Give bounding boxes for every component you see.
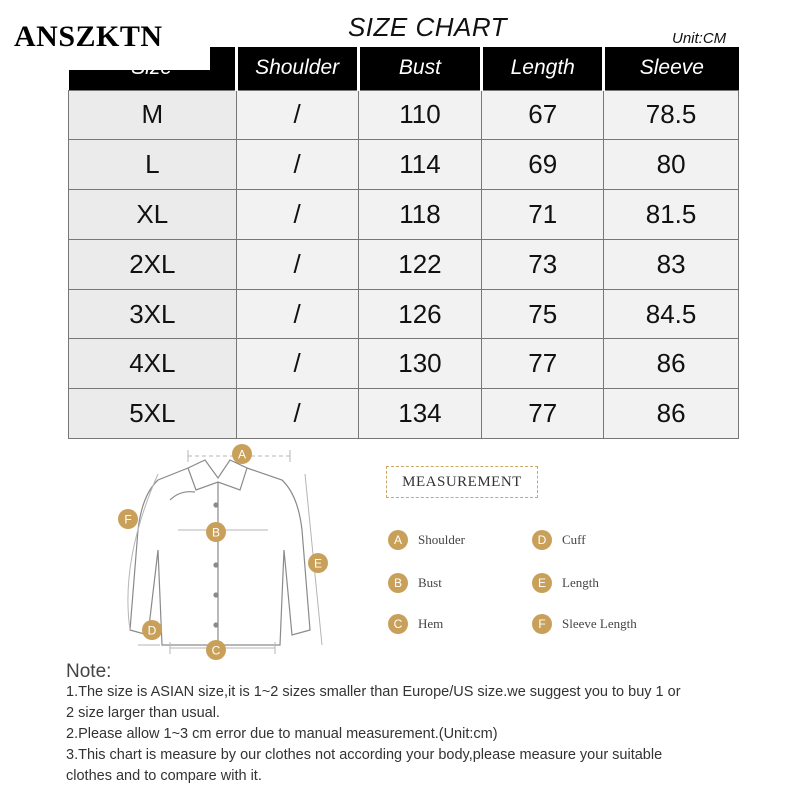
length-cell: 77 bbox=[482, 389, 604, 439]
bust-cell: 122 bbox=[358, 239, 482, 289]
legend-label: Bust bbox=[418, 575, 442, 590]
sleeve-cell: 80 bbox=[604, 140, 739, 190]
size-cell: M bbox=[69, 90, 237, 140]
svg-text:E: E bbox=[313, 556, 323, 571]
legend-item-bust bbox=[388, 573, 442, 593]
length-cell: 67 bbox=[482, 90, 604, 140]
size-cell: 5XL bbox=[69, 389, 237, 439]
legend-item-hem bbox=[388, 614, 443, 634]
legend-item-sleeve-length bbox=[532, 614, 637, 634]
svg-text:B: B bbox=[211, 525, 221, 540]
table-row bbox=[69, 339, 739, 389]
table-row bbox=[69, 289, 739, 339]
length-cell: 73 bbox=[482, 239, 604, 289]
badge-d: D bbox=[532, 530, 552, 550]
length-cell: 75 bbox=[482, 289, 604, 339]
note-line-2: 2.Please allow 1~3 cm error due to manual measurement.(Unit:cm) bbox=[66, 726, 498, 742]
size-cell: 2XL bbox=[69, 239, 237, 289]
brand-logo: ANSZKTN bbox=[14, 20, 163, 53]
sleeve-cell: 86 bbox=[604, 339, 739, 389]
length-cell: 69 bbox=[482, 140, 604, 190]
legend-item-length bbox=[532, 573, 599, 593]
svg-text:D: D bbox=[147, 623, 157, 638]
shoulder-cell: / bbox=[236, 140, 358, 190]
bust-cell: 130 bbox=[358, 339, 482, 389]
bust-cell: 126 bbox=[358, 289, 482, 339]
badge-a: A bbox=[388, 530, 408, 550]
legend-label: Sleeve Length bbox=[562, 616, 637, 631]
legend-label: Cuff bbox=[562, 532, 586, 547]
svg-text:A: A bbox=[237, 447, 247, 462]
sleeve-cell: 86 bbox=[604, 389, 739, 439]
size-table bbox=[68, 47, 739, 439]
legend-label: Hem bbox=[418, 616, 444, 631]
note-line-1: 1.The size is ASIAN size,it is 1~2 sizes smaller than Europe/US size.we suggest you to buy 1 or 2 size larger than usual. bbox=[66, 684, 681, 721]
legend-label: Shoulder bbox=[418, 532, 465, 547]
header-sleeve: Sleeve bbox=[604, 47, 739, 90]
table-row bbox=[69, 90, 739, 140]
bust-cell: 114 bbox=[358, 140, 482, 190]
legend-item-cuff bbox=[532, 530, 586, 550]
shoulder-cell: / bbox=[236, 90, 358, 140]
badge-e: E bbox=[532, 573, 552, 593]
notes-section bbox=[66, 662, 686, 787]
measurement-title: MEASUREMENT bbox=[386, 466, 538, 498]
table-row bbox=[69, 140, 739, 190]
header-bust: Bust bbox=[358, 47, 482, 90]
size-cell: L bbox=[69, 140, 237, 190]
bust-cell: 134 bbox=[358, 389, 482, 439]
sleeve-cell: 81.5 bbox=[604, 190, 739, 240]
table-row bbox=[69, 239, 739, 289]
badge-b: B bbox=[388, 573, 408, 593]
bust-cell: 118 bbox=[358, 190, 482, 240]
shoulder-cell: / bbox=[236, 389, 358, 439]
length-cell: 71 bbox=[482, 190, 604, 240]
chart-title: SIZE CHART bbox=[347, 12, 508, 42]
notes-heading: Note: bbox=[66, 661, 112, 682]
badge-c: C bbox=[388, 614, 408, 634]
length-cell: 77 bbox=[482, 339, 604, 389]
svg-text:F: F bbox=[124, 512, 132, 527]
shoulder-cell: / bbox=[236, 190, 358, 240]
bust-cell: 110 bbox=[358, 90, 482, 140]
header-length: Length bbox=[482, 47, 604, 90]
brand-logo-box bbox=[0, 0, 210, 70]
diagram-markers bbox=[118, 444, 328, 660]
table-row bbox=[69, 389, 739, 439]
note-line-3: 3.This chart is measure by our clothes not according your body,please measure your suitable clothes and to compare with it. bbox=[66, 747, 663, 784]
sleeve-cell: 84.5 bbox=[604, 289, 739, 339]
unit-label: Unit:CM bbox=[672, 30, 727, 47]
legend-label: Length bbox=[562, 575, 599, 590]
table-row bbox=[69, 190, 739, 240]
legend-item-shoulder bbox=[388, 530, 465, 550]
shoulder-cell: / bbox=[236, 339, 358, 389]
size-cell: 3XL bbox=[69, 289, 237, 339]
size-cell: XL bbox=[69, 190, 237, 240]
badge-f: F bbox=[532, 614, 552, 634]
sleeve-cell: 83 bbox=[604, 239, 739, 289]
svg-text:C: C bbox=[211, 643, 221, 658]
header-shoulder: Shoulder bbox=[236, 47, 358, 90]
shoulder-cell: / bbox=[236, 239, 358, 289]
shoulder-cell: / bbox=[236, 289, 358, 339]
size-cell: 4XL bbox=[69, 339, 237, 389]
shirt-diagram bbox=[70, 440, 400, 665]
sleeve-cell: 78.5 bbox=[604, 90, 739, 140]
